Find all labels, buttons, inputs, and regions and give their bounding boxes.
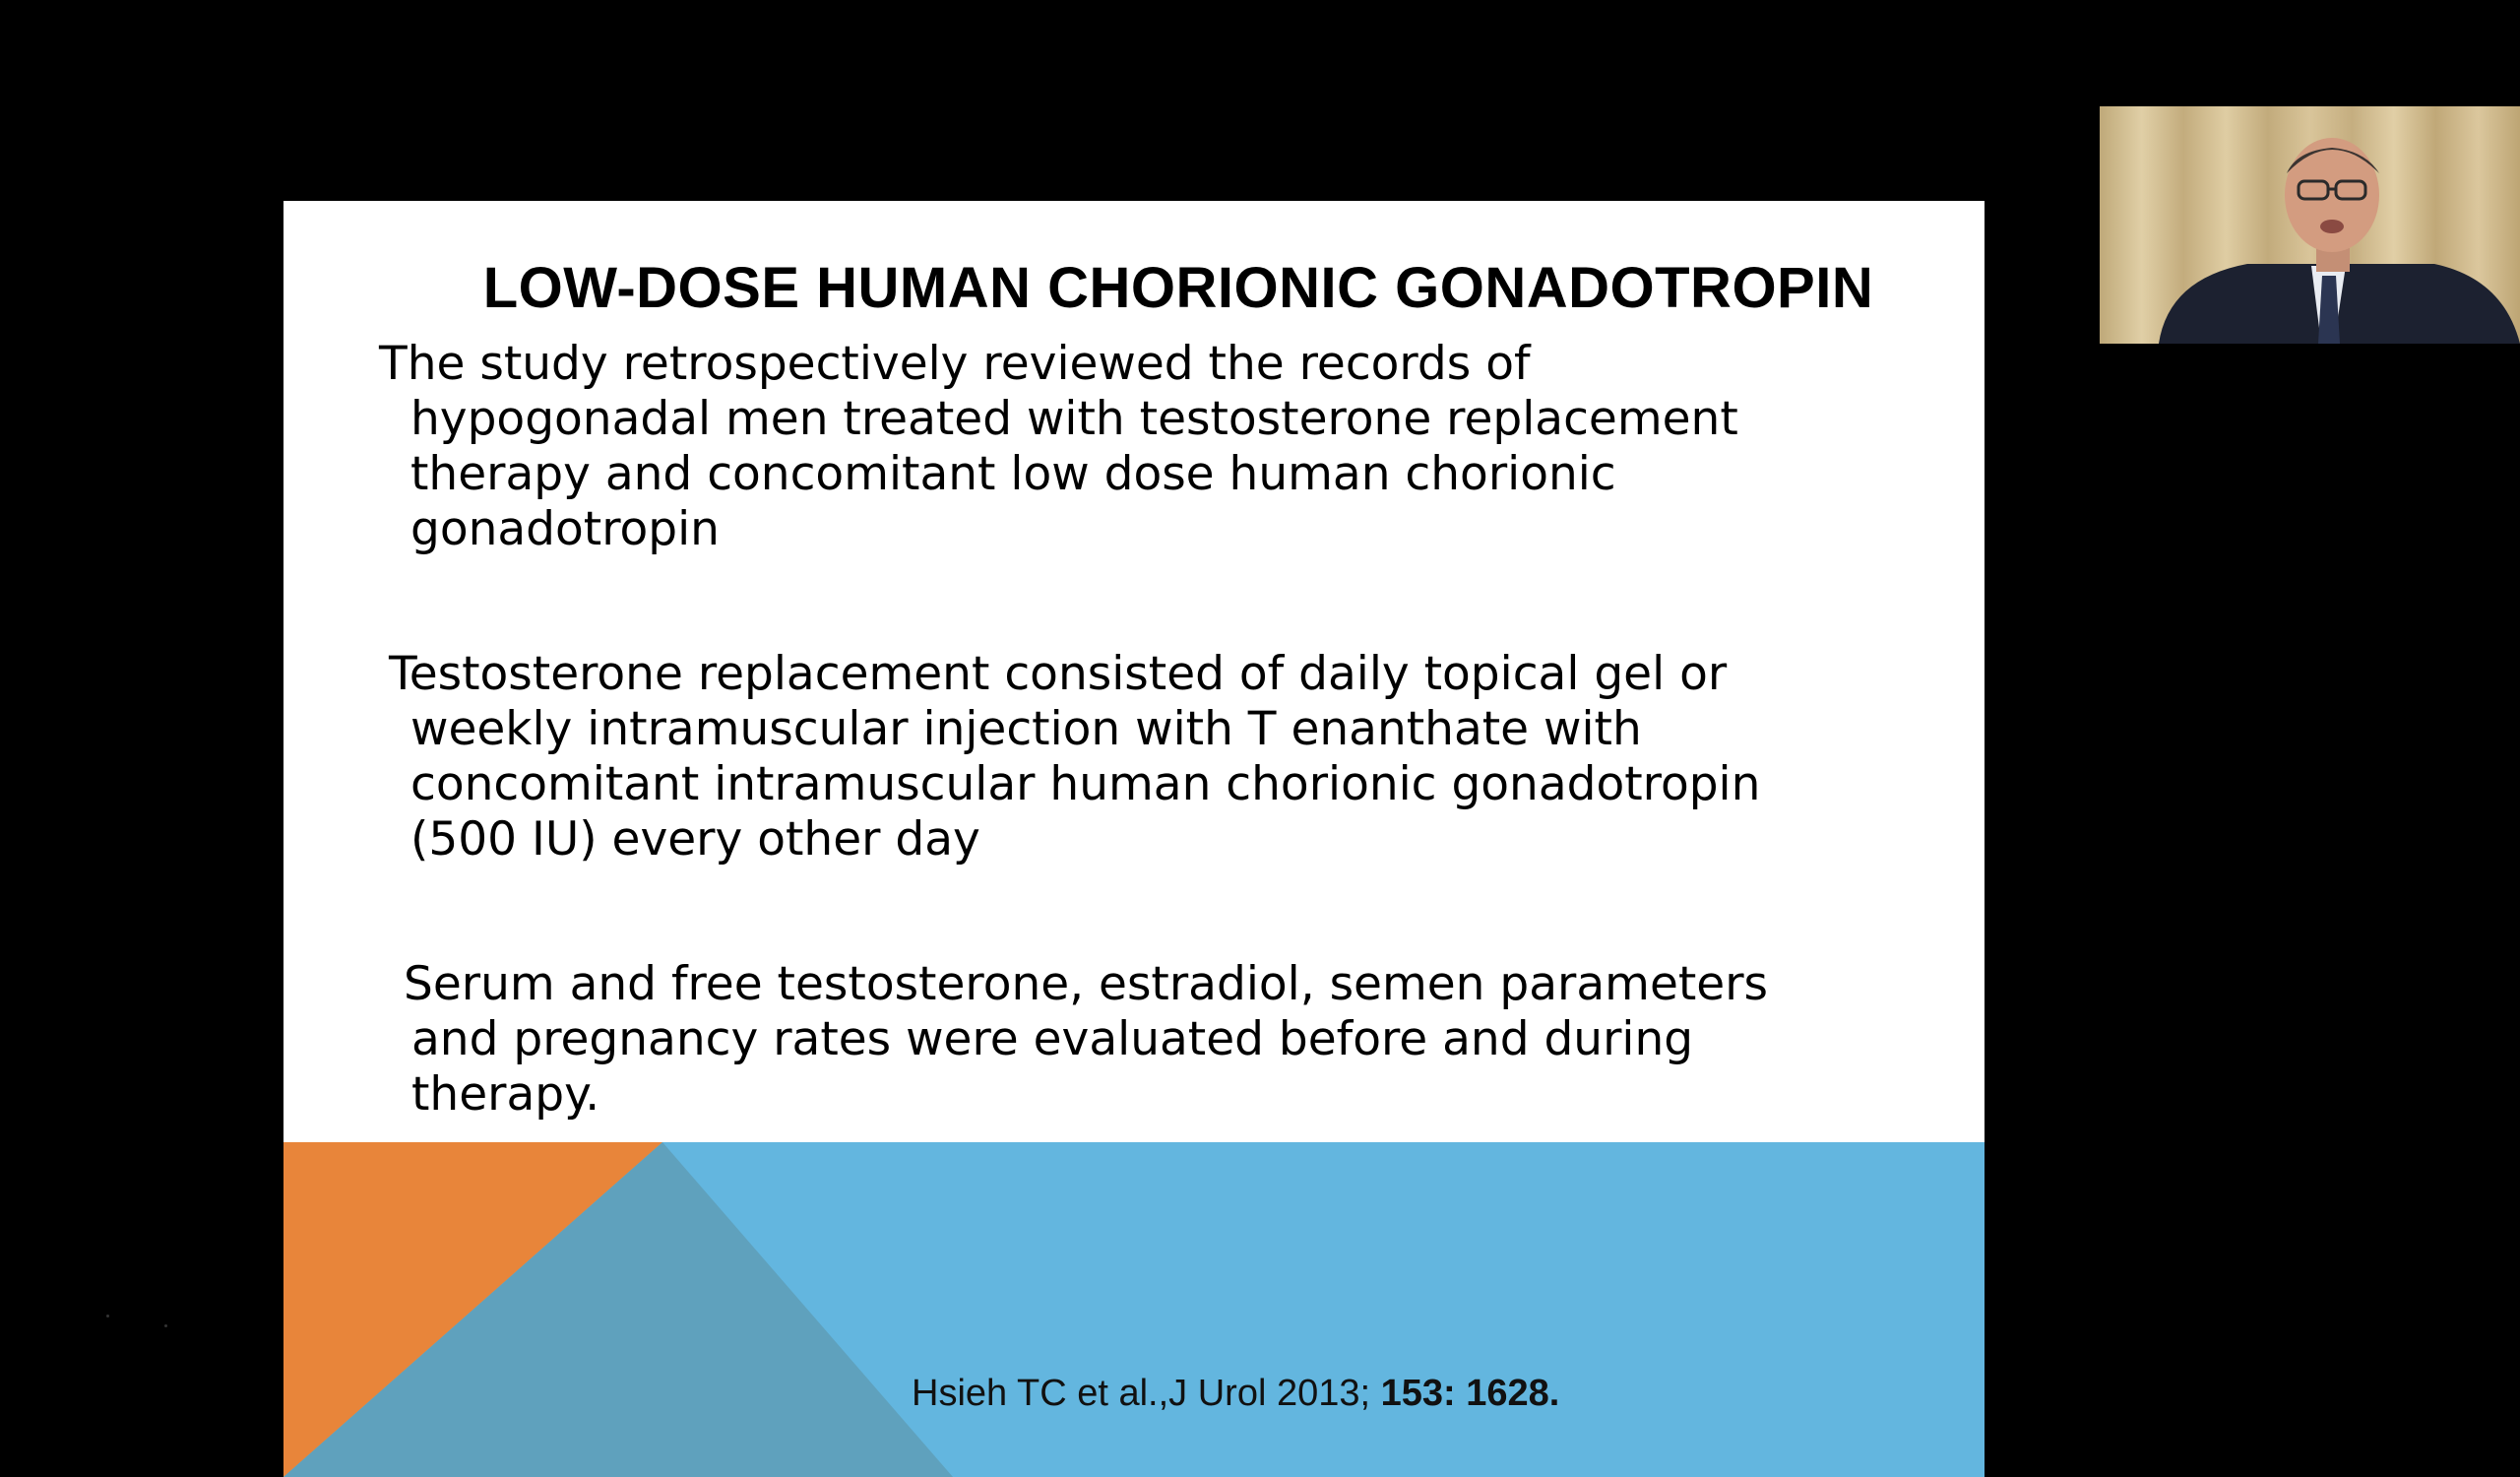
paragraph-line: weekly intramuscular injection with T enanthate with — [410, 702, 1642, 756]
paragraph-line: hypogonadal men treated with testosterone replacement — [410, 392, 1738, 446]
slide-citation — [912, 1373, 1559, 1415]
paragraph-line: Testosterone replacement consisted of daily topical gel or — [389, 647, 1728, 701]
paragraph-line: Serum and free testosterone, estradiol, semen parameters — [404, 957, 1769, 1011]
slide-footer-decoration — [284, 1142, 1984, 1477]
paragraph-line: therapy. — [411, 1067, 600, 1122]
paragraph-line: and pregnancy rates were evaluated before and during — [411, 1012, 1694, 1066]
slide-title: LOW-DOSE HUMAN CHORIONIC GONADOTROPIN — [482, 256, 1874, 320]
paragraph-2 — [389, 647, 1760, 867]
citation-text: Hsieh TC et al.,J Urol 2013; — [912, 1373, 1381, 1414]
paragraph-line: gonadotropin — [410, 502, 720, 556]
paragraph-line: concomitant intramuscular human chorionic gonadotropin — [410, 757, 1761, 811]
presenter-video-feed — [2100, 106, 2520, 344]
paragraph-1 — [379, 337, 1738, 557]
presenter-video-icon[interactable] — [2100, 106, 2520, 344]
citation-bold: 153: 1628. — [1380, 1373, 1560, 1414]
screen-artifact — [106, 1315, 109, 1317]
paragraph-line: therapy and concomitant low dose human chorionic — [410, 447, 1616, 501]
paragraph-line: (500 IU) every other day — [410, 812, 980, 867]
screen-artifact — [164, 1324, 167, 1327]
paragraph-3 — [404, 957, 1768, 1123]
presentation-slide — [284, 201, 1984, 1477]
paragraph-line: The study retrospectively reviewed the records of — [379, 337, 1531, 391]
